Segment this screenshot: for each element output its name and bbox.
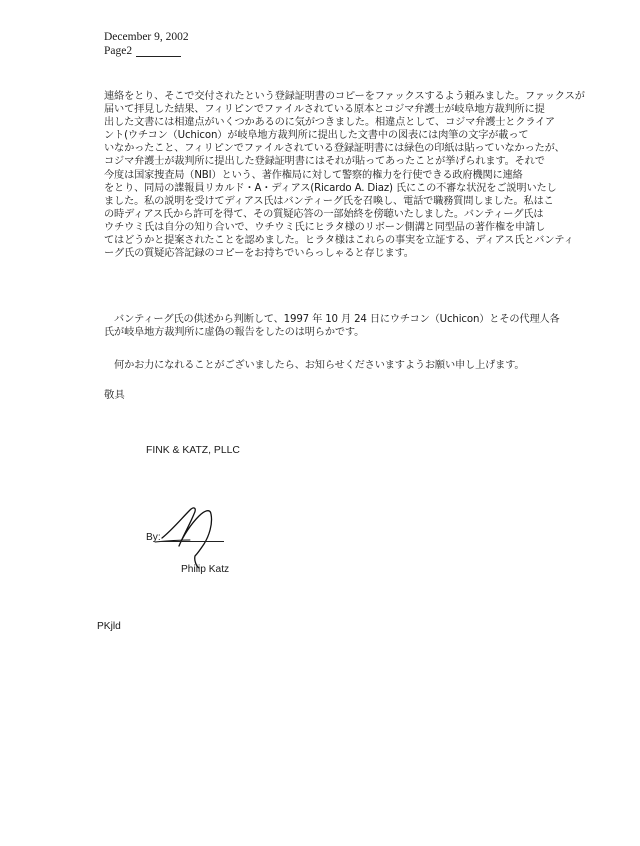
closing-salutation: 敬具: [104, 389, 125, 401]
body-line: てはどうかと提案されたことを認めました。ヒラタ様はこれらの事実を立証する、ディアス氏とバンティ: [104, 235, 574, 247]
body-line: の時ディアス氏から許可を得て、その質疑応答の一部始終を傍聴いたしました。バンティーグ氏は: [104, 208, 544, 220]
typist-initials: PKjld: [97, 621, 121, 632]
firm-name: FINK & KATZ, PLLC: [146, 445, 240, 456]
signer-name: Philip Katz: [181, 564, 230, 575]
handwritten-signature: [150, 502, 230, 572]
body-line: 届いて拝見した結果、フィリピンでファイルされている原本とコジマ弁護士が岐阜地方裁判所に提: [104, 104, 545, 116]
body-line: コジマ弁護士が裁判所に提出した登録証明書にはそれが貼ってあったことが挙げられます。それで: [104, 156, 545, 168]
body-line: ウチウミ氏は自分の知り合いで、ウチウミ氏にヒラタ様のリボーン側溝と同型品の著作権を申請し: [104, 221, 546, 233]
body-line: 今度は国家捜査局（NBI）という、著作権局に対して警察的権力を行使できる政府機関に連絡: [104, 169, 523, 181]
body-line: バンティーグ氏の供述から判断して、1997 年 10 月 24 日にウチコン（Uchicon）とその代理人各: [104, 314, 560, 325]
page-number-underline: [136, 56, 181, 57]
body-line: ました。私の説明を受けてディアス氏はバンティーグ氏を召喚し、電話で職務質問しました。私はこ: [104, 195, 554, 207]
body-line: いなかったこと、フィリピンでファイルされている登録証明書には緑色の印紙は貼っていなかったが、: [104, 143, 565, 155]
body-line: 何かお力になれることがございましたら、お知らせくださいますようお願い申し上げます。: [104, 360, 525, 371]
body-line: 氏が岐阜地方裁判所に虚偽の報告をしたのは明らかです。: [104, 327, 365, 339]
body-paragraph-3: [104, 359, 542, 372]
signature-by-label: By:: [146, 532, 161, 543]
body-line: ーグ氏の質疑応答記録のコピーをお持ちでいらっしゃると存じます。: [104, 248, 414, 260]
page-number: Page2: [104, 45, 133, 57]
body-line: ント(ウチコン（Uchicon）が岐阜地方裁判所に提出した文書中の図表には肉筆の文字が載って: [104, 130, 529, 142]
body-line: 連絡をとり、そこで交付されたという登録証明書のコピーをファックスするよう頼みました。ファックスが: [104, 91, 585, 102]
signature-line: [160, 541, 224, 542]
body-line: 出した文書には相違点がいくつかあるのに気がつきました。相違点として、コジマ弁護士とクライア: [104, 117, 555, 129]
letter-date: December 9, 2002: [104, 31, 189, 43]
body-paragraph-2: [104, 313, 560, 339]
body-line: をとり、同局の諜報員リカルド・A・ディアス(Ricardo A. Diaz) 氏にこの不審な状況をご説明いたし: [104, 182, 557, 194]
body-paragraph-1: [104, 90, 585, 260]
